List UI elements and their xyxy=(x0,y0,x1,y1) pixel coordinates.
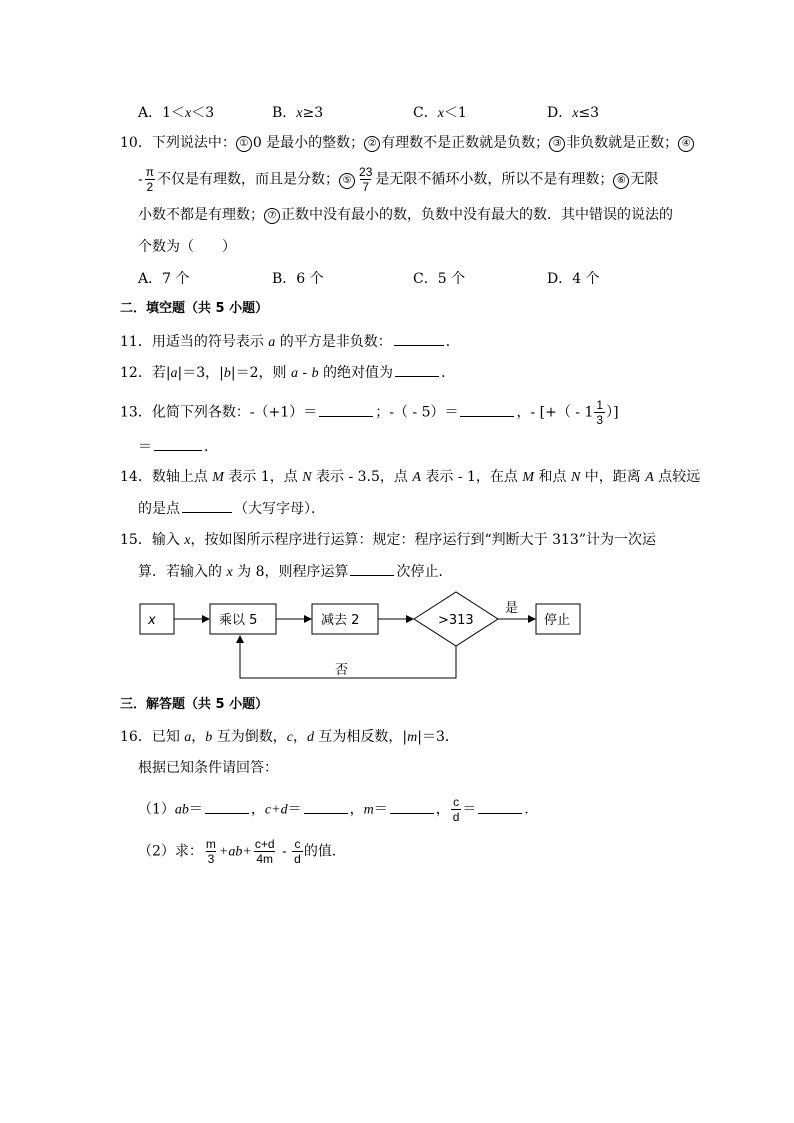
fraction-m-over-3: $\frac{m}{3}$ xyxy=(205,837,216,866)
input-label: x xyxy=(148,613,156,628)
answer-blank[interactable] xyxy=(182,498,232,513)
question-16-line-1: 16．已知 a，b 互为倒数，c，d 互为相反数，|m|＝3． xyxy=(120,729,459,745)
answer-blank[interactable] xyxy=(390,799,434,814)
question-16-line-2: 根据已知条件请回答： xyxy=(138,760,278,776)
no-label: 否 xyxy=(335,663,349,678)
multiply-label: 乘以 5 xyxy=(219,613,258,628)
program-flowchart xyxy=(130,590,600,685)
section-2-title: 二．填空题（共 5 小题） xyxy=(120,301,269,316)
answer-blank[interactable] xyxy=(154,436,202,451)
fraction-pi-over-2: $\frac{\pi}{2}$ xyxy=(145,165,155,194)
q9-option-c[interactable]: C．x＜1 xyxy=(413,105,467,121)
circled-6-icon: ⑥ xyxy=(613,173,629,189)
question-16-part-2: （2）求： $\frac{m}{3}$ +ab+ $\frac{c+d}{4m}$ - $\frac{c}{d}$ 的值． xyxy=(138,837,346,866)
q9-option-a[interactable]: A．1＜x＜3 xyxy=(138,105,215,121)
question-15-line-1: 15．输入 x，按如图所示程序进行运算：规定：程序运行到“判断大于 313”计为一次运 xyxy=(120,532,656,548)
fraction-c-over-d: $\frac{c}{d}$ xyxy=(452,795,460,824)
question-14-line-1: 14．数轴上点 M 表示 1，点 N 表示 - 3.5，点 A 表示 - 1，在点 M 和点 N 中，距离 A 点较远 xyxy=(120,469,701,485)
circled-2-icon: ② xyxy=(364,136,380,152)
circled-1-icon: ① xyxy=(236,136,252,152)
answer-blank[interactable] xyxy=(395,362,439,377)
q9-option-d[interactable]: D．x≤3 xyxy=(547,105,600,121)
q9-option-b[interactable]: B．x≥3 xyxy=(272,105,324,121)
q10-line-3: 小数不都是有理数； ⑦ 正数中没有最小的数，负数中没有最大的数．其中错误的说法的 xyxy=(138,207,673,223)
fraction-1-over-3: $\frac{1}{3}$ xyxy=(596,398,604,427)
question-13-line-2: ＝ ． xyxy=(138,436,218,457)
question-16-part-1: （1）ab＝ ，c+d＝ ，m＝ ， $\frac{c}{d}$ ＝ ． xyxy=(138,795,539,824)
q10-option-b[interactable]: B．6 个 xyxy=(272,271,324,287)
question-15-line-2: 算．若输入的 x 为 8，则程序运算 次停止． xyxy=(138,561,452,583)
answer-blank[interactable] xyxy=(394,331,444,346)
circled-4-icon: ④ xyxy=(678,136,694,152)
question-11: 11．用适当的符号表示 a 的平方是非负数： ． xyxy=(120,331,460,353)
answer-blank[interactable] xyxy=(304,799,348,814)
circled-5-icon: ⑤ xyxy=(339,173,355,189)
circled-7-icon: ⑦ xyxy=(264,208,280,224)
stop-label: 停止 xyxy=(544,613,571,628)
question-13-line-1: 13．化简下列各数：-（+1）＝ ；-（ - 5）＝ ，- [+（ - 1 $\frac{1}{3}$ ）] xyxy=(120,398,619,427)
q10-line-1: 10．下列说法中： ① 0 是最小的整数； ② 有理数不是正数就是负数； ③ 非负数就是正数； ④ xyxy=(120,133,695,153)
answer-blank[interactable] xyxy=(350,561,394,576)
q10-option-c[interactable]: C．5 个 xyxy=(413,271,466,287)
section-3-title: 三．解答题（共 5 小题） xyxy=(120,697,269,712)
subtract-label: 减去 2 xyxy=(321,613,360,628)
circled-3-icon: ③ xyxy=(549,136,565,152)
question-12: 12．若|a|＝3，|b|＝2，则 a - b 的绝对值为 ． xyxy=(120,362,455,384)
answer-blank[interactable] xyxy=(460,402,514,417)
q10-option-d[interactable]: D．4 个 xyxy=(547,271,600,287)
answer-blank[interactable] xyxy=(319,402,373,417)
q10-option-a[interactable]: A．7 个 xyxy=(138,271,190,287)
input-box xyxy=(140,604,174,634)
answer-blank[interactable] xyxy=(478,799,522,814)
question-14-line-2: 的是点 （大写字母）． xyxy=(138,498,325,519)
fraction-c-over-d: $\frac{c}{d}$ xyxy=(294,837,301,866)
q10-line-4: 个数为（ ） xyxy=(138,239,236,255)
yes-label: 是 xyxy=(505,601,519,616)
q10-line-2: - $\frac{\pi}{2}$ 不仅是有理数，而且是分数； ⑤ $\frac{23}{7}$ 是无限不循环小数，所以不是有理数； ⑥ 无限 xyxy=(138,165,659,194)
fraction-23-over-7: $\frac{23}{7}$ xyxy=(359,165,373,194)
answer-blank[interactable] xyxy=(205,799,249,814)
fraction-cd-over-4m: $\frac{c+d}{4m}$ xyxy=(254,837,275,866)
decision-label: >313 xyxy=(438,613,474,628)
